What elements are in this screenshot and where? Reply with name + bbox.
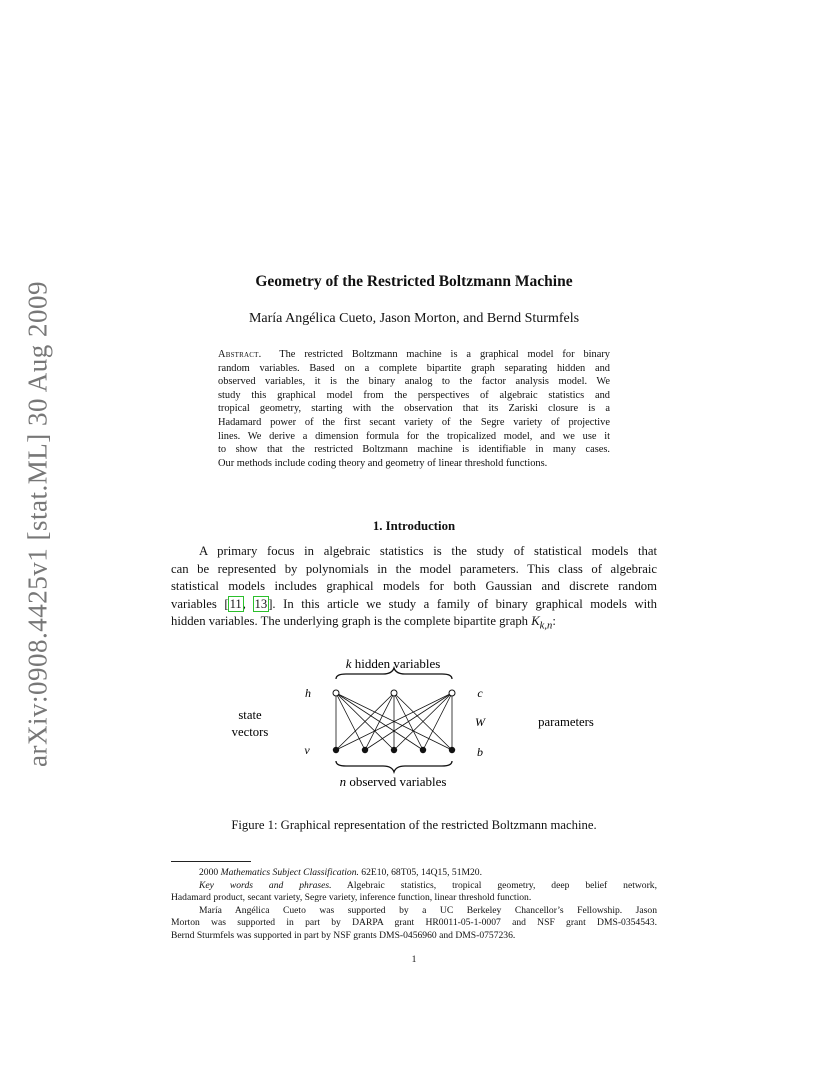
graph-edge	[336, 693, 423, 750]
abstract-line: study this graphical model from the perspectives of algebraic statistics and	[218, 389, 610, 401]
observed-node	[333, 747, 339, 753]
support-footnote: Morton was supported in part by DARPA grant HR0011-05-1-0007 and NSF grant DMS-0354543.	[171, 917, 657, 929]
page-number: 1	[411, 954, 417, 965]
paper-authors: María Angélica Cueto, Jason Morton, and Bernd Sturmfels	[248, 311, 580, 326]
b-label: b	[477, 745, 483, 759]
hidden-brace	[336, 668, 452, 679]
abstract	[218, 348, 610, 470]
c-label: c	[477, 686, 483, 700]
abstract-line: observed variables, it is the binary analog to the factor analysis model. We	[218, 376, 610, 388]
abstract-line: Abstract. The restricted Boltzmann machine is a graphical model for binary	[218, 349, 610, 360]
abstract-line: Hadamard power of the first secant variety of the Segre variety of projective	[218, 416, 610, 428]
keywords-footnote: Key words and phrases. Algebraic statistics, tropical geometry, deep belief network,	[199, 879, 657, 891]
graph-edge	[336, 693, 452, 750]
graph-edge	[365, 693, 452, 750]
graph-edge	[336, 693, 394, 750]
vectors-label: vectors	[231, 725, 269, 739]
intro-line: can be represented by polynomials in the model parameters. This class of algebraic	[171, 561, 657, 576]
footnotes	[171, 867, 657, 943]
abstract-line: to show that the restricted Boltzmann machine is identifiable in many cases.	[218, 444, 610, 456]
intro-line: variables [11, 13]. In this article we study a family of binary graphical models with	[171, 596, 658, 611]
graph-symbol: K	[531, 614, 540, 629]
graph-subscript: k,n	[539, 620, 553, 632]
parameters-label: parameters	[538, 715, 594, 729]
observed-node	[449, 747, 455, 753]
observed-brace	[336, 761, 452, 772]
observed-node	[391, 747, 397, 753]
arxiv-identifier: arXiv:0908.4425v1 [stat.ML] 30 Aug 2009	[22, 281, 53, 767]
section-heading: 1. Introduction	[372, 519, 456, 533]
hidden-node	[391, 690, 397, 696]
h-label: h	[305, 686, 311, 700]
hidden-node	[449, 690, 455, 696]
graph-edge	[365, 693, 394, 750]
graph-edge	[336, 693, 394, 750]
abstract-label: Abstract.	[218, 349, 262, 360]
v-label: v	[304, 743, 310, 757]
citation-link-11[interactable]: 11	[229, 596, 242, 611]
abstract-line: tropical geometry, starting with the observation that its Zariski closure is a	[218, 403, 610, 415]
keywords-footnote-cont: Hadamard product, secant variety, Segre variety, inference function, linear threshold function.	[171, 892, 532, 904]
observed-node	[420, 747, 426, 753]
hidden-node	[333, 690, 339, 696]
figure-caption: Figure 1: Graphical representation of the restricted Boltzmann machine.	[231, 818, 597, 832]
support-footnote: Bernd Sturmfels was supported in part by NSF grants DMS-0456960 and DMS-0757236.	[171, 929, 516, 941]
graph-edge	[336, 693, 365, 750]
graph-edge	[394, 693, 452, 750]
graph-edge	[423, 693, 452, 750]
support-footnote: María Angélica Cueto was supported by a UC Berkeley Chancellor’s Fellowship. Jason	[199, 904, 657, 916]
intro-line: hidden variables. The underlying graph is the complete bipartite graph $K_{k,n}$:	[171, 614, 556, 632]
graph-edge	[336, 693, 452, 750]
observed-variables-label: n observed variables	[339, 774, 447, 789]
abstract-line: lines. We derive a dimension formula for the tropicalized model, and we use it	[218, 430, 610, 442]
abstract-line: Our methods include coding theory and geometry of linear threshold functions.	[218, 457, 548, 469]
citation-link-13[interactable]: 13	[254, 596, 268, 611]
intro-paragraph	[171, 543, 657, 636]
abstract-line: random variables. Based on a complete bipartite graph separating hidden and	[218, 362, 610, 374]
W-label: W	[475, 715, 485, 729]
hidden-variables-label: k hidden variables	[345, 656, 441, 671]
intro-line: A primary focus in algebraic statistics is the study of statistical models that	[199, 544, 657, 558]
state-label: state	[238, 708, 262, 722]
footnote-rule	[171, 861, 251, 862]
graph-edge	[394, 693, 452, 750]
paper-title: Geometry of the Restricted Boltzmann Machine	[255, 273, 573, 290]
intro-line: statistical models includes graphical models for both Gaussian and discrete random	[171, 579, 657, 594]
graph-edge	[394, 693, 423, 750]
observed-node	[362, 747, 368, 753]
msc-footnote: 2000 Mathematics Subject Classification. 62E10, 68T05, 14Q15, 51M20.	[199, 867, 483, 878]
bipartite-edges	[336, 693, 452, 750]
